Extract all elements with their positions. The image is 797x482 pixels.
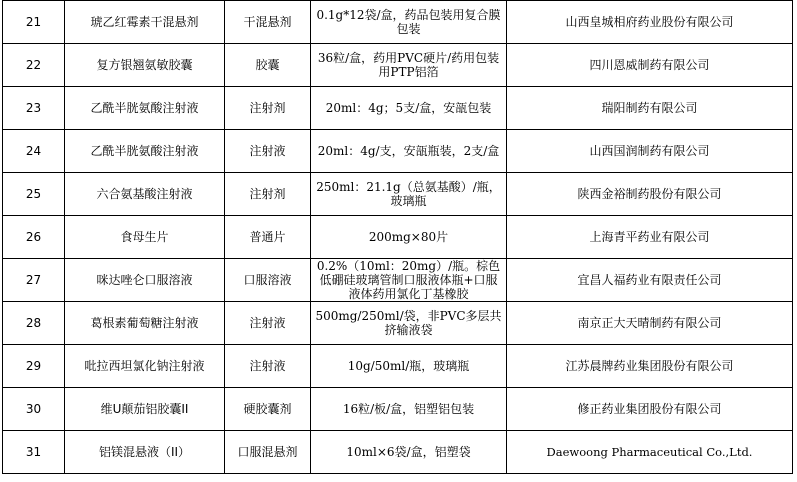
cell-drug-name: 乙酰半胱氨酸注射液 xyxy=(65,130,225,173)
cell-number: 23 xyxy=(3,87,65,130)
specification-text: 200mg×80片 xyxy=(368,230,449,244)
cell-dosage-form: 普通片 xyxy=(225,216,311,259)
cell-manufacturer: 上海青平药业有限公司 xyxy=(507,216,793,259)
cell-specification xyxy=(311,345,507,388)
table-row xyxy=(3,216,793,259)
specification-text: 16粒/板/盒，铝塑铝包装 xyxy=(342,402,475,416)
cell-number: 31 xyxy=(3,431,65,474)
cell-specification xyxy=(311,431,507,474)
cell-dosage-form: 注射液 xyxy=(225,345,311,388)
cell-specification xyxy=(311,259,507,302)
cell-number: 28 xyxy=(3,302,65,345)
cell-dosage-form: 口服混悬剂 xyxy=(225,431,311,474)
drug-table xyxy=(2,0,793,474)
specification-text: 0.1g*12袋/盒，药品包装用复合膜包装 xyxy=(316,8,501,36)
cell-manufacturer: 瑞阳制药有限公司 xyxy=(507,87,793,130)
cell-number: 25 xyxy=(3,173,65,216)
table-row xyxy=(3,87,793,130)
cell-number: 22 xyxy=(3,44,65,87)
cell-drug-name: 复方银翘氨敏胶囊 xyxy=(65,44,225,87)
cell-number: 26 xyxy=(3,216,65,259)
cell-number: 21 xyxy=(3,1,65,44)
cell-specification xyxy=(311,216,507,259)
specification-text: 250ml：21.1g（总氨基酸）/瓶，玻璃瓶 xyxy=(316,180,501,208)
cell-drug-name: 乙酰半胱氨酸注射液 xyxy=(65,87,225,130)
cell-dosage-form: 注射液 xyxy=(225,130,311,173)
cell-number: 27 xyxy=(3,259,65,302)
specification-text: 10ml×6袋/盒，铝塑袋 xyxy=(346,445,471,459)
specification-text: 36粒/盒，药用PVC硬片/药用包装用PTP铝箔 xyxy=(317,51,500,79)
specification-text: 0.2%（10ml：20mg）/瓶。棕色低硼硅玻璃管制口服液体瓶+口服液体药用氯化丁基橡胶 xyxy=(316,259,501,301)
cell-drug-name: 咪达唑仑口服溶液 xyxy=(65,259,225,302)
cell-number: 29 xyxy=(3,345,65,388)
cell-manufacturer: 江苏晨牌药业集团股份有限公司 xyxy=(507,345,793,388)
table-row xyxy=(3,1,793,44)
cell-drug-name: 吡拉西坦氯化钠注射液 xyxy=(65,345,225,388)
cell-drug-name: 葛根素葡萄糖注射液 xyxy=(65,302,225,345)
cell-manufacturer: 修正药业集团股份有限公司 xyxy=(507,388,793,431)
specification-text: 20ml：4g/支，安瓿瓶装，2支/盒 xyxy=(317,144,500,158)
cell-manufacturer: 宜昌人福药业有限责任公司 xyxy=(507,259,793,302)
cell-specification xyxy=(311,1,507,44)
cell-dosage-form: 注射剂 xyxy=(225,87,311,130)
table-row xyxy=(3,345,793,388)
specification-text: 20ml：4g；5支/盒，安瓿包装 xyxy=(325,101,492,115)
table-row xyxy=(3,388,793,431)
cell-specification xyxy=(311,87,507,130)
table-row xyxy=(3,259,793,302)
cell-drug-name: 琥乙红霉素干混悬剂 xyxy=(65,1,225,44)
cell-specification xyxy=(311,130,507,173)
specification-text: 10g/50ml/瓶，玻璃瓶 xyxy=(347,359,470,373)
cell-drug-name: 维U颠茄铝胶囊II xyxy=(65,388,225,431)
cell-dosage-form: 硬胶囊剂 xyxy=(225,388,311,431)
cell-manufacturer: 陕西金裕制药股份有限公司 xyxy=(507,173,793,216)
specification-text: 500mg/250ml/袋，非PVC多层共挤输液袋 xyxy=(315,309,502,337)
cell-specification xyxy=(311,302,507,345)
cell-manufacturer: 山西国润制药有限公司 xyxy=(507,130,793,173)
cell-specification xyxy=(311,388,507,431)
cell-dosage-form: 注射液 xyxy=(225,302,311,345)
cell-drug-name: 铝镁混悬液（II） xyxy=(65,431,225,474)
cell-drug-name: 食母生片 xyxy=(65,216,225,259)
table-row xyxy=(3,130,793,173)
cell-dosage-form: 口服溶液 xyxy=(225,259,311,302)
cell-specification xyxy=(311,173,507,216)
table-row xyxy=(3,44,793,87)
cell-specification xyxy=(311,44,507,87)
cell-dosage-form: 注射剂 xyxy=(225,173,311,216)
cell-manufacturer: 山西皇城相府药业股份有限公司 xyxy=(507,1,793,44)
cell-dosage-form: 干混悬剂 xyxy=(225,1,311,44)
cell-drug-name: 六合氨基酸注射液 xyxy=(65,173,225,216)
cell-dosage-form: 胶囊 xyxy=(225,44,311,87)
cell-manufacturer: 南京正大天晴制药有限公司 xyxy=(507,302,793,345)
drug-table-body xyxy=(3,1,793,474)
cell-number: 24 xyxy=(3,130,65,173)
table-row xyxy=(3,302,793,345)
cell-number: 30 xyxy=(3,388,65,431)
cell-manufacturer: 四川恩威制药有限公司 xyxy=(507,44,793,87)
cell-manufacturer: Daewoong Pharmaceutical Co.,Ltd. xyxy=(507,431,793,474)
table-row xyxy=(3,173,793,216)
table-row xyxy=(3,431,793,474)
